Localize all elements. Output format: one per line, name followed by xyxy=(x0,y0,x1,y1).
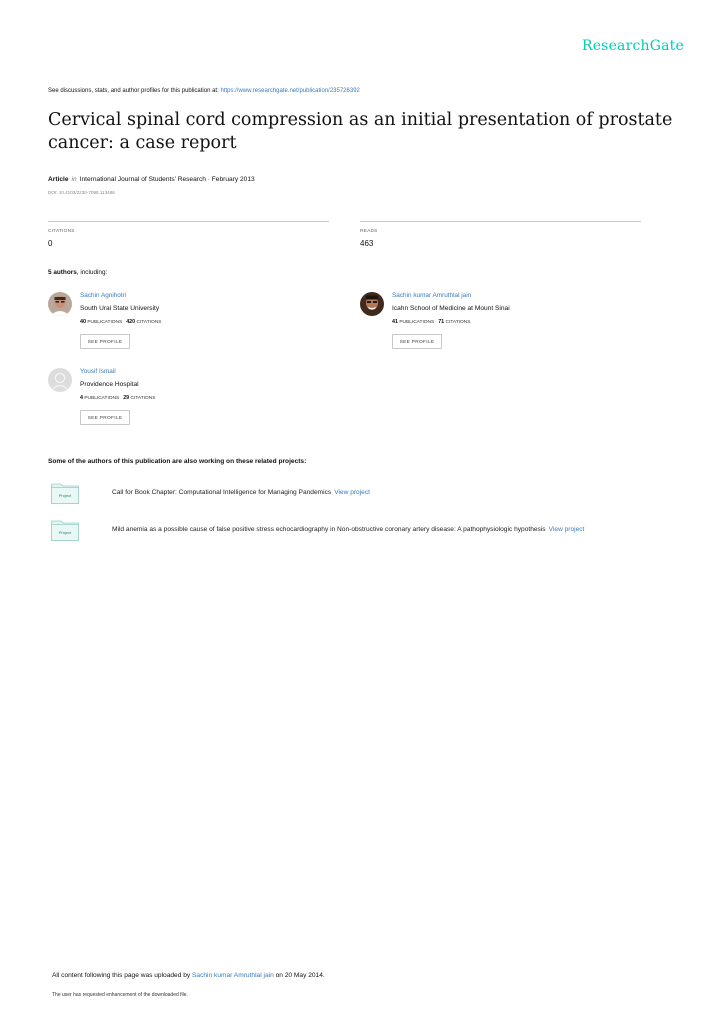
author-institution: South Ural State University xyxy=(80,305,160,312)
project-folder-label: Project xyxy=(58,530,72,535)
publications-label: PUBLICATIONS xyxy=(399,320,435,325)
author-card xyxy=(360,292,650,362)
project-description xyxy=(112,526,584,533)
publication-url-link[interactable]: https://www.researchgate.net/publication/235726392 xyxy=(220,88,360,94)
citations-value: 0 xyxy=(48,239,53,248)
article-title: Cervical spinal cord compression as an initial presentation of prostate cancer: a case report xyxy=(48,110,673,153)
reads-value: 463 xyxy=(360,239,374,248)
author-stats xyxy=(80,395,155,401)
uploaded-prefix: All content following this page was uploaded by xyxy=(52,972,193,979)
citations-count: 29 xyxy=(123,395,130,401)
project-title: Mild anemia as a possible cause of false positive stress echocardiography in Non-obstructive coronary artery disease: A pathophysiologic hypothesis xyxy=(112,526,546,533)
author-card xyxy=(48,292,338,362)
author-stats xyxy=(392,319,470,325)
publications-label: PUBLICATIONS xyxy=(87,320,123,325)
uploaded-suffix: on 20 May 2014. xyxy=(273,972,325,979)
authors-count: 5 authors xyxy=(48,269,77,276)
publications-count: 4 xyxy=(80,395,83,401)
project-description xyxy=(112,489,370,496)
view-project-link[interactable]: View project xyxy=(548,526,585,533)
view-project-link[interactable]: View project xyxy=(334,489,370,496)
uploaded-line xyxy=(52,972,325,979)
author-institution: Providence Hospital xyxy=(80,381,139,388)
article-type: Article xyxy=(48,176,69,183)
citations-count: 71 xyxy=(438,319,445,325)
see-profile-button[interactable]: SEE PROFILE xyxy=(80,410,130,425)
author-name-link[interactable]: Sachin kumar Amruthlal jain xyxy=(392,292,472,299)
doi-text: DOI: 10.4103/2230-7095.113486 xyxy=(48,190,115,195)
publications-label: PUBLICATIONS xyxy=(84,396,120,401)
citations-label: CITATIONS xyxy=(136,320,162,325)
discussions-text: See discussions, stats, and author profiles for this publication at: xyxy=(48,88,221,94)
article-meta xyxy=(48,176,255,183)
author-stats xyxy=(80,319,161,325)
author-card xyxy=(48,368,338,438)
project-title: Call for Book Chapter: Computational Intelligence for Managing Pandemics xyxy=(112,489,332,496)
avatar[interactable] xyxy=(360,292,384,316)
publications-count: 41 xyxy=(392,319,398,325)
author-name-link[interactable]: Yousif Ismail xyxy=(80,368,116,375)
project-item xyxy=(48,482,688,510)
journal-date: International Journal of Students' Research · February 2013 xyxy=(79,176,255,183)
researchgate-logo[interactable]: ResearchGate xyxy=(581,38,684,54)
project-folder-label: Project xyxy=(58,493,72,498)
citations-label: CITATIONS xyxy=(130,396,156,401)
author-name-link[interactable]: Sachin Agnihotri xyxy=(80,292,127,299)
authors-including: , including: xyxy=(76,269,108,276)
see-profile-button[interactable]: SEE PROFILE xyxy=(392,334,442,349)
citations-count: 420 xyxy=(126,319,136,325)
citations-label: CITATIONS xyxy=(445,320,471,325)
see-profile-button[interactable]: SEE PROFILE xyxy=(80,334,130,349)
enhancement-note: The user has requested enhancement of the downloaded file. xyxy=(52,992,188,998)
project-item xyxy=(48,519,688,547)
reads-divider xyxy=(360,221,641,222)
project-folder-icon xyxy=(51,482,79,504)
discussions-line xyxy=(48,88,360,94)
in-word: in xyxy=(71,176,77,183)
related-projects-heading: Some of the authors of this publication are also working on these related projects: xyxy=(48,458,307,465)
uploader-link[interactable]: Sachin kumar Amruthlal jain xyxy=(192,972,274,979)
reads-label: READS xyxy=(360,229,378,234)
authors-intro xyxy=(48,269,107,276)
citations-divider xyxy=(48,221,329,222)
citations-label: CITATIONS xyxy=(48,229,75,234)
project-folder-icon xyxy=(51,519,79,541)
author-institution: Icahn School of Medicine at Mount Sinai xyxy=(392,305,510,312)
default-avatar-icon[interactable] xyxy=(48,368,72,392)
publications-count: 40 xyxy=(80,319,86,325)
avatar[interactable] xyxy=(48,292,72,316)
